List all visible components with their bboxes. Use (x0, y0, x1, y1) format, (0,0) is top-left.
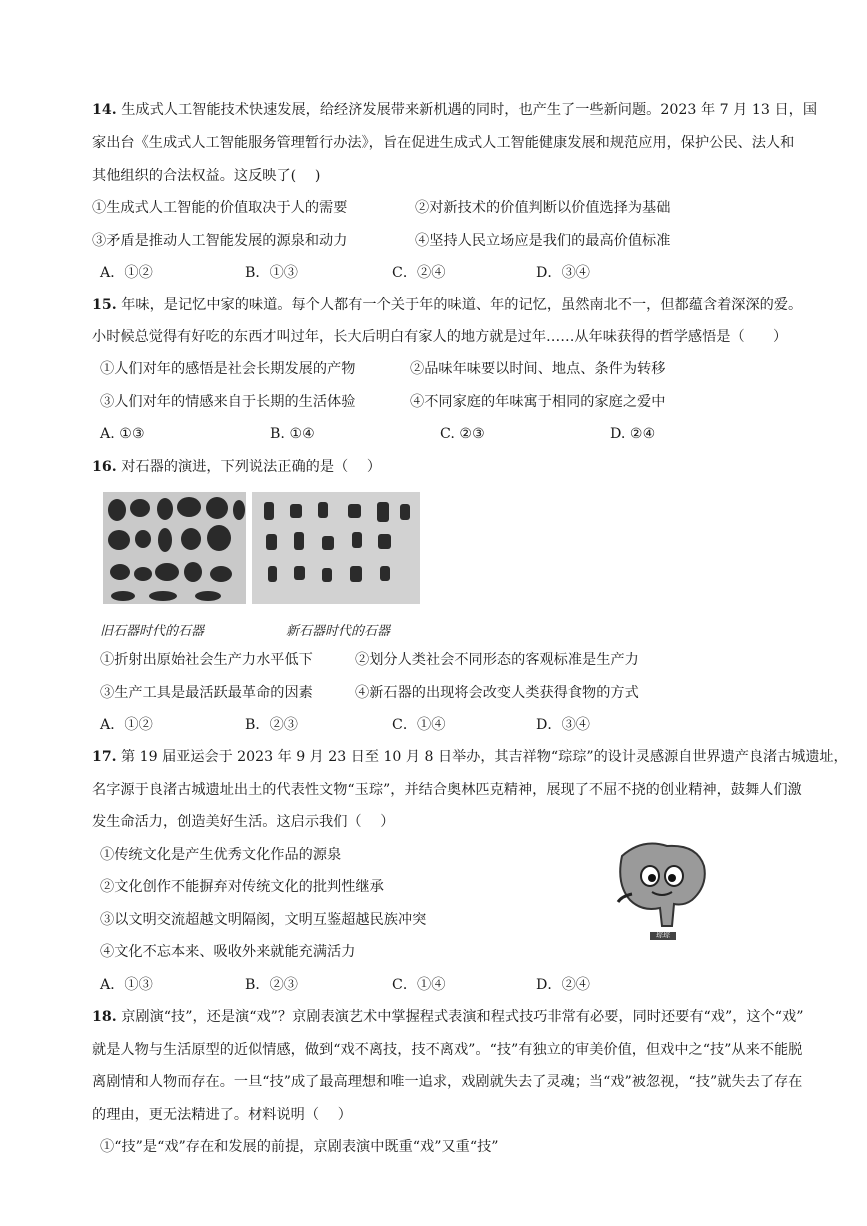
neolithic-tools-image (252, 492, 420, 604)
statement-1: ①“技”是“戏”存在和发展的前提，京剧表演中既重“戏”又重“技” (100, 1139, 499, 1155)
question-number: 15. (92, 297, 117, 313)
paleolithic-caption: 旧石器时代的石器 (100, 624, 205, 639)
choice-d[interactable]: D．③④ (536, 265, 590, 281)
statement-1: ①折射出原始社会生产力水平低下 (100, 652, 313, 668)
statement-4: ④不同家庭的年味寓于相同的家庭之爱中 (410, 394, 666, 410)
question-17-line-1 (92, 748, 848, 766)
question-18-line-3: 离剧情和人物而存在。一旦“技”成了最高理想和唯一追求，戏剧就失去了灵魂；当“戏”被忽视，“技”就失去了存在 (92, 1074, 803, 1090)
statement-3: ③人们对年的情感来自于长期的生活体验 (100, 394, 356, 410)
question-number: 14. (92, 102, 117, 118)
choice-a[interactable]: A．①② (100, 265, 153, 281)
question-17-line-3: 发生命活力，创造美好生活。这启示我们（ ） (92, 814, 395, 830)
question-18-line-4: 的理由，更无法精进了。材料说明（ ） (92, 1107, 352, 1123)
statement-2: ②品味年味要以时间、地点、条件为转移 (410, 361, 666, 377)
statement-4: ④新石器的出现将会改变人类获得食物的方式 (355, 685, 639, 701)
question-stem: 第 19 届亚运会于 2023 年 9 月 23 日至 10 月 8 日举办，其吉祥物“琮琮”的设计灵感源自世界遗产良渚古城遗址， (121, 749, 848, 765)
choice-d[interactable]: D．②④ (536, 977, 590, 993)
question-18-line-1 (92, 1008, 803, 1026)
statement-1: ①传统文化是产生优秀文化作品的源泉 (100, 847, 342, 863)
statement-1: ①人们对年的感悟是社会长期发展的产物 (100, 361, 356, 377)
question-14-line-1 (92, 101, 817, 119)
choice-c[interactable]: C．①④ (392, 717, 446, 733)
choice-a[interactable]: A. ①③ (100, 426, 145, 442)
question-15-line-2: 小时候总觉得有好吃的东西才叫过年，长大后明白有家人的地方就是过年……从年味获得的哲学感悟是（ ） (92, 329, 788, 345)
neolithic-caption: 新石器时代的石器 (286, 624, 391, 639)
question-14-line-3: 其他组织的合法权益。这反映了( ) (92, 168, 321, 184)
question-number: 17. (92, 749, 117, 765)
question-15-line-1 (92, 296, 802, 314)
question-stem: 年味，是记忆中家的味道。每个人都有一个关于年的味道、年的记忆，虽然南北不一，但都蕴含着深深的爱。 (121, 297, 803, 313)
choice-d[interactable]: D．③④ (536, 717, 590, 733)
question-stem: 生成式人工智能技术快速发展，给经济发展带来新机遇的同时，也产生了一些新问题。2023 年 7 月 13 日，国 (121, 102, 818, 118)
statement-4: ④文化不忘本来、吸收外来就能充满活力 (100, 944, 356, 960)
paleolithic-tools-image (103, 492, 246, 604)
choice-b[interactable]: B．②③ (245, 977, 298, 993)
question-14-line-2: 家出台《生成式人工智能服务管理暂行办法》，旨在促进生成式人工智能健康发展和规范应用，保护公民、法人和 (92, 135, 795, 151)
question-18-line-2: 就是人物与生活原型的近似情感，做到“戏不离技，技不离戏”。“技”有独立的审美价值，但戏中之“技”从来不能脱 (92, 1042, 803, 1058)
statement-2: ②划分人类社会不同形态的客观标准是生产力 (355, 652, 639, 668)
choice-d[interactable]: D. ②④ (610, 426, 656, 442)
statement-1: ①生成式人工智能的价值取决于人的需要 (92, 200, 348, 216)
statement-4: ④坚持人民立场应是我们的最高价值标准 (415, 233, 671, 249)
choice-b[interactable]: B．①③ (245, 265, 298, 281)
question-17-line-2: 名字源于良渚古城遗址出土的代表性文物“玉琮”，并结合奥林匹克精神，展现了不屈不挠的创业精神，鼓舞人们激 (92, 782, 802, 798)
statement-3: ③矛盾是推动人工智能发展的源泉和动力 (92, 233, 348, 249)
choice-a[interactable]: A．①② (100, 717, 153, 733)
statement-2: ②文化创作不能摒弃对传统文化的批判性继承 (100, 879, 384, 895)
choice-a[interactable]: A．①③ (100, 977, 153, 993)
question-stem: 京剧演“技”，还是演“戏”？京剧表演艺术中掌握程式表演和程式技巧非常有必要，同时还要有“戏”，这个“戏” (121, 1009, 804, 1025)
question-stem: 对石器的演进，下列说法正确的是（ ） (121, 459, 382, 475)
statement-3: ③以文明交流超越文明隔阂，文明互鉴超越民族冲突 (100, 912, 427, 928)
statement-2: ②对新技术的价值判断以价值选择为基础 (415, 200, 671, 216)
choice-b[interactable]: B. ①④ (270, 426, 315, 442)
choice-c[interactable]: C．②④ (392, 265, 446, 281)
question-number: 16. (92, 459, 117, 475)
question-number: 18. (92, 1009, 117, 1025)
choice-b[interactable]: B．②③ (245, 717, 298, 733)
mascot-name: 琮琮 (656, 931, 670, 939)
statement-3: ③生产工具是最活跃最革命的因素 (100, 685, 313, 701)
choice-c[interactable]: C．①④ (392, 977, 446, 993)
mascot-congcong-image (612, 836, 712, 946)
question-16-line-1 (92, 458, 381, 476)
choice-c[interactable]: C. ②③ (440, 426, 485, 442)
